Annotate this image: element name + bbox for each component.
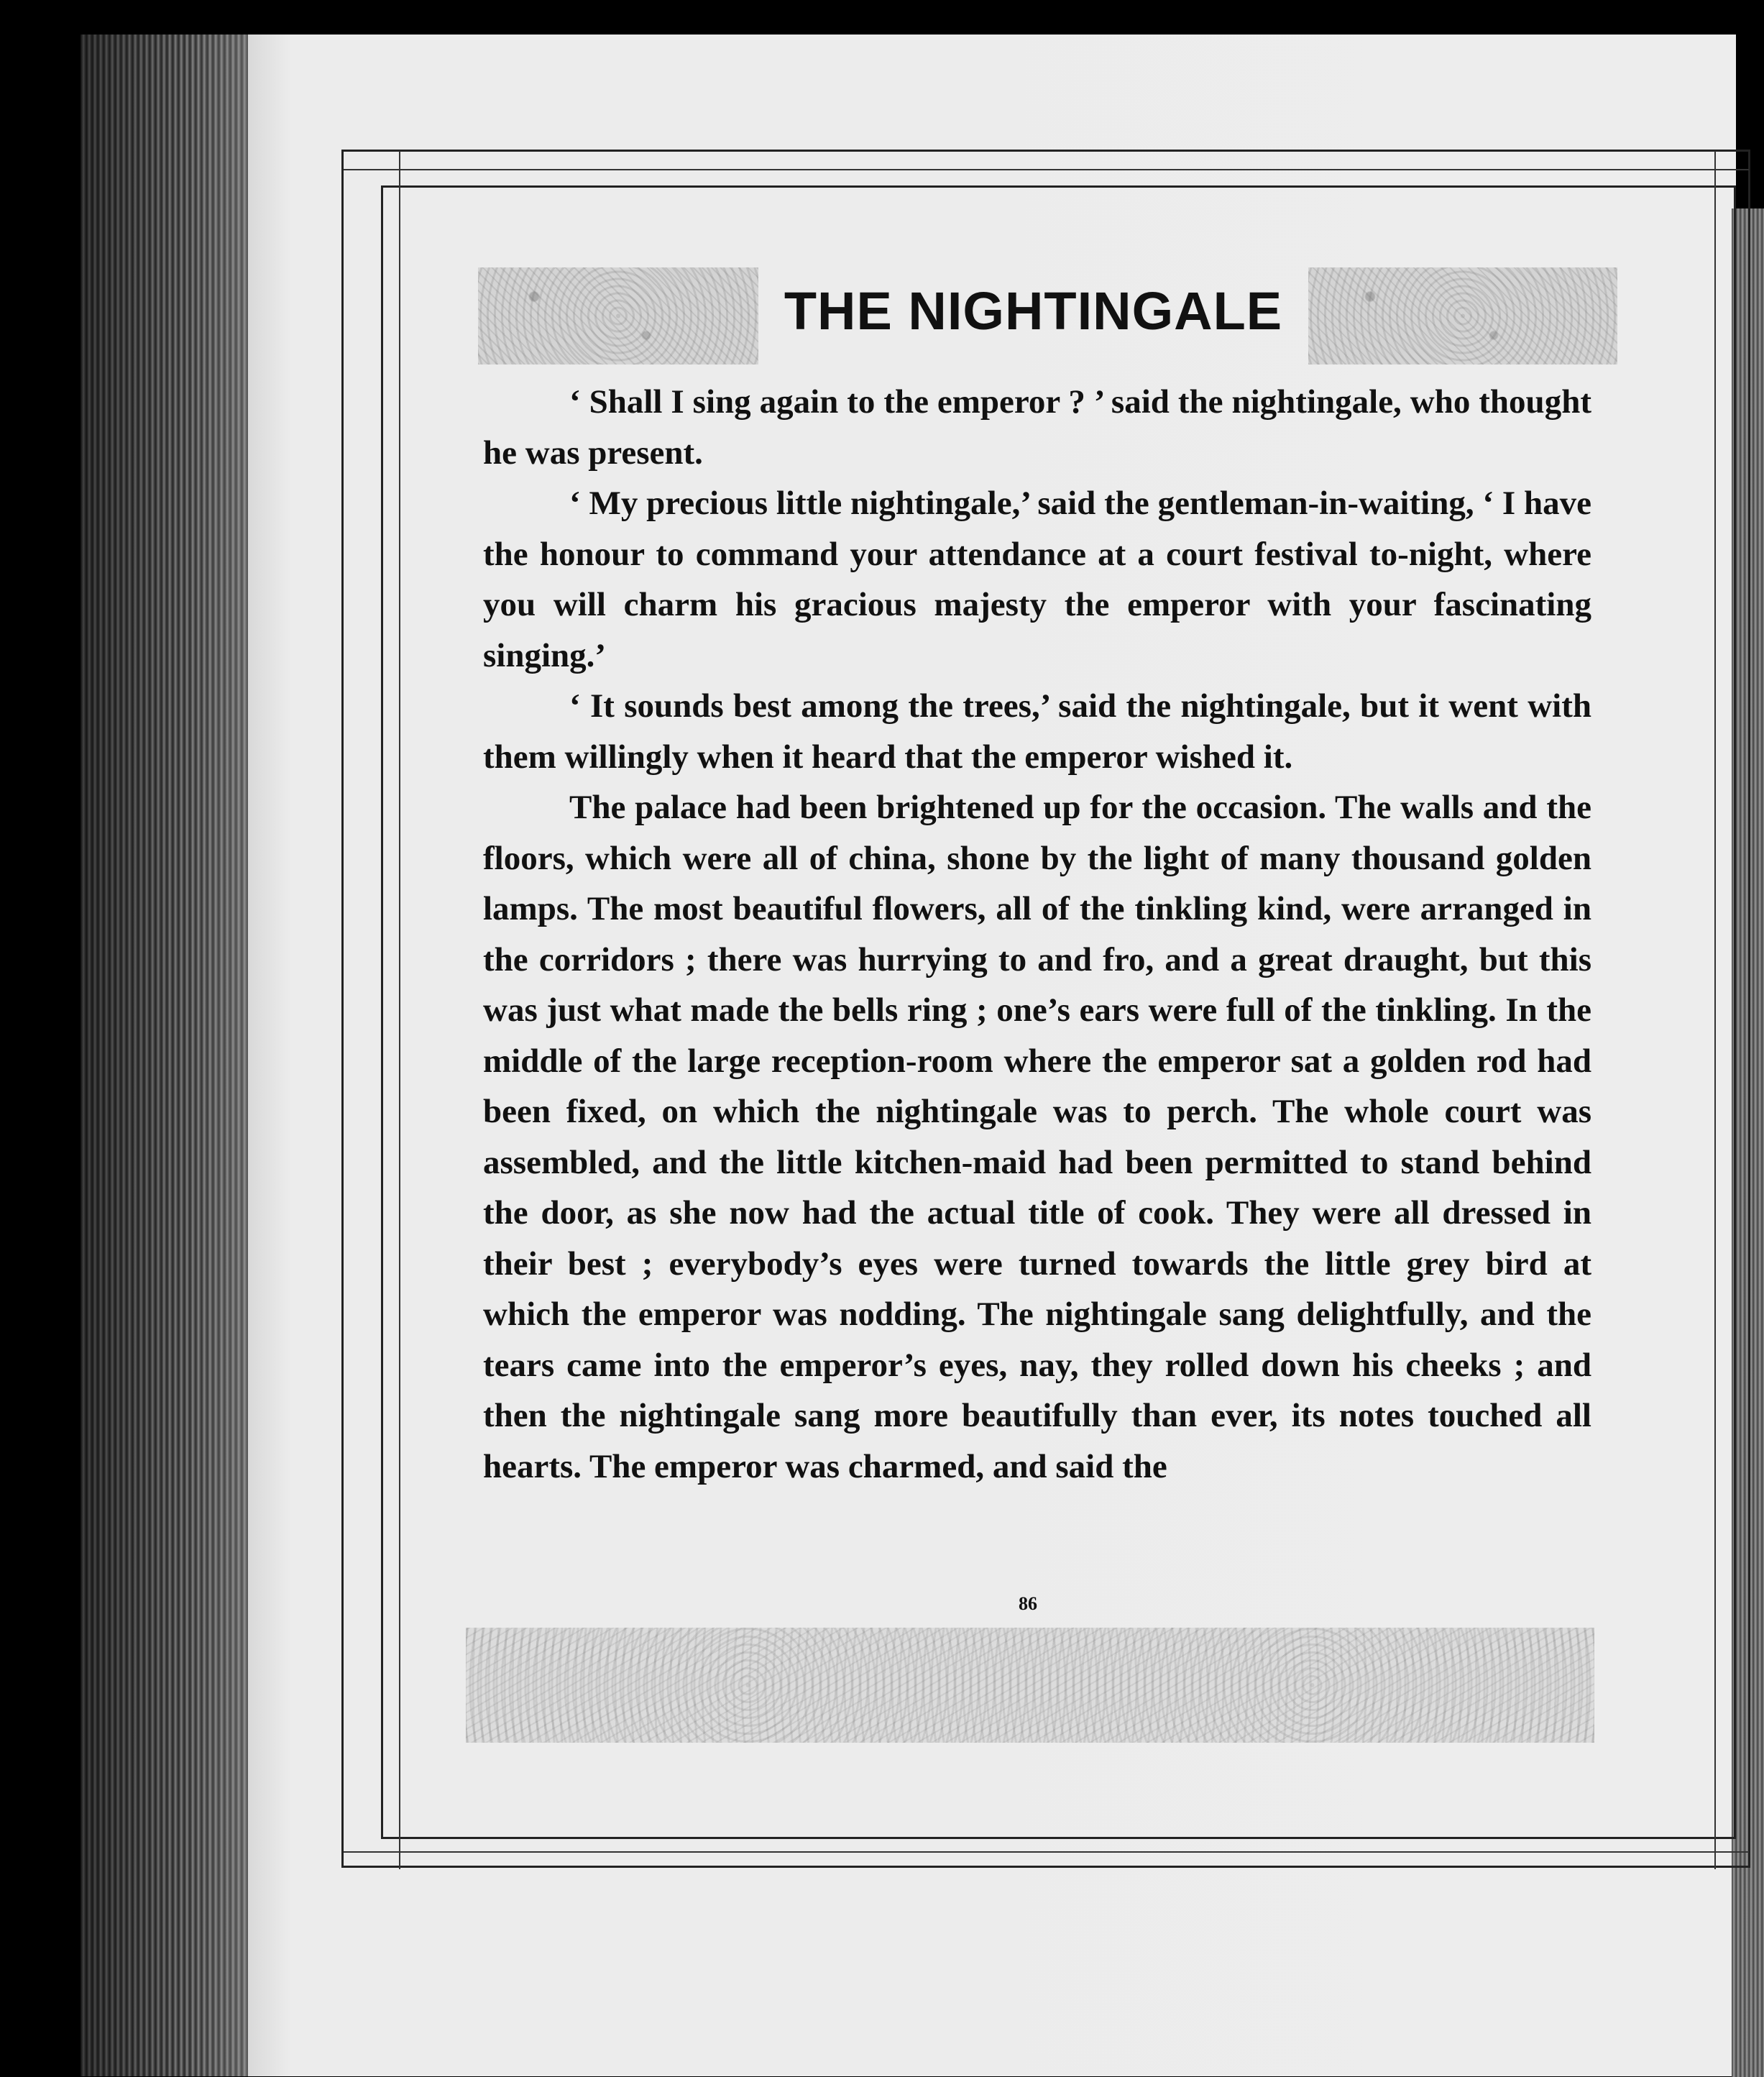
paragraph-3: ‘ It sounds best among the trees,’ said the nightingale, but it went with them willingly when it heard that the emperor wished it. (483, 687, 1591, 776)
book-page-edges (81, 35, 260, 2076)
body-text (483, 377, 1591, 1492)
header-ornament-band (478, 267, 1617, 364)
border-rule-left (399, 151, 400, 1869)
page-number: 86 (1019, 1593, 1037, 1614)
paragraph-2: ‘ My precious little nightingale,’ said the gentleman-in-waiting, ‘ I have the honour to command your attendance at a court festival to-night, where you will charm his gracious majesty the emperor with your fascinating singing.’ (483, 485, 1591, 674)
paragraph-4: The palace had been brightened up for the occasion. The walls and the floors, which were all of china, shone by the light of many thousand golden lamps. The most beautiful flowers, all of the tinkling kind, were arranged in the corridors ; there was hurrying to and fro, and a great draught, but this was just what made the bells ring ; one’s ears were full of the tinkling. In the middle of the large reception-room where the emperor sat a golden rod had been fixed, on which the nightingale was to perch. The whole court was assembled, and the little kitchen-maid had been permitted to stand behind the door, as she now had the actual title of cook. They were all dressed in their best ; everybody’s eyes were turned towards the little grey bird at which the emperor was nodding. The nightingale sang delightfully, and the tears came into the emperor’s eyes, nay, they rolled down his cheeks ; and then the nightingale sang more beautifully than ever, its notes touched all hearts. The emperor was charmed, and said the (483, 789, 1591, 1485)
border-rule-right (1714, 151, 1716, 1869)
border-rule-bottom (344, 1851, 1749, 1853)
header-ornament-right (1308, 267, 1617, 364)
page-title: THE NIGHTINGALE (784, 281, 1283, 341)
paragraph-1: ‘ Shall I sing again to the emperor ? ’ said the nightingale, who thought he was present. (483, 383, 1591, 472)
header-ornament-left (478, 267, 758, 364)
footer-ornament-band (466, 1628, 1594, 1743)
border-rule-top (344, 169, 1749, 170)
